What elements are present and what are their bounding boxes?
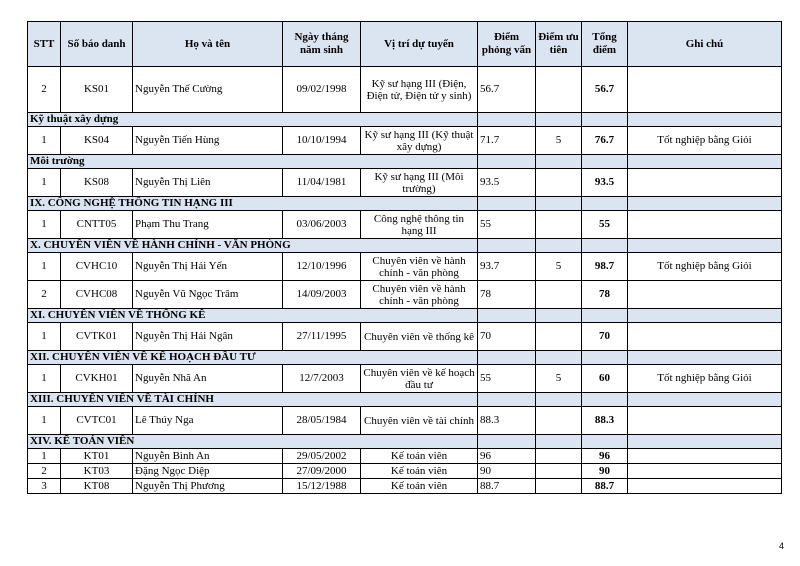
results-table — [27, 21, 782, 494]
header-priority: Điểm ưu tiên — [536, 22, 582, 67]
cell-interview: 96 — [478, 449, 536, 464]
cell-position: Chuyên viên về kế hoạch đầu tư — [361, 365, 478, 393]
header-stt: STT — [28, 22, 61, 67]
cell-note — [628, 479, 782, 494]
cell-total: 88.3 — [582, 407, 628, 435]
cell-priority: 5 — [536, 127, 582, 155]
cell-note: Tốt nghiệp bằng Giỏi — [628, 253, 782, 281]
cell-name: Nguyễn Thế Cường — [133, 67, 283, 113]
cell-position: Kỹ sư hạng III (Kỹ thuật xây dựng) — [361, 127, 478, 155]
cell-name: Phạm Thu Trang — [133, 211, 283, 239]
cell-priority — [536, 323, 582, 351]
cell-name: Nguyễn Thị Phương — [133, 479, 283, 494]
cell-position: Chuyên viên về thống kê — [361, 323, 478, 351]
section-row — [28, 239, 782, 253]
cell-stt: 1 — [28, 127, 61, 155]
section-title: XII. CHUYÊN VIÊN VỀ KẾ HOẠCH ĐẦU TƯ — [28, 351, 478, 365]
cell-note: Tốt nghiệp bằng Giỏi — [628, 127, 782, 155]
cell-note — [628, 323, 782, 351]
cell-stt: 1 — [28, 365, 61, 393]
table-row — [28, 407, 782, 435]
cell-interview: 55 — [478, 211, 536, 239]
header-row — [28, 22, 782, 67]
cell-priority: 5 — [536, 365, 582, 393]
cell-note — [628, 67, 782, 113]
cell-sbd: KT01 — [61, 449, 133, 464]
table-row — [28, 464, 782, 479]
section-row — [28, 309, 782, 323]
cell-interview: 88.7 — [478, 479, 536, 494]
cell-sbd: CVHC08 — [61, 281, 133, 309]
cell-stt: 1 — [28, 253, 61, 281]
cell-name: Nguyễn Thị Liên — [133, 169, 283, 197]
header-sbd: Số báo danh — [61, 22, 133, 67]
cell-interview: 71.7 — [478, 127, 536, 155]
cell-priority — [536, 479, 582, 494]
cell-total: 98.7 — [582, 253, 628, 281]
cell-position: Chuyên viên về hành chính - văn phòng — [361, 253, 478, 281]
cell-stt: 1 — [28, 407, 61, 435]
cell-stt: 2 — [28, 67, 61, 113]
cell-note — [628, 449, 782, 464]
section-row — [28, 155, 782, 169]
cell-priority — [536, 449, 582, 464]
section-row — [28, 197, 782, 211]
table-row — [28, 253, 782, 281]
cell-sbd: CVTC01 — [61, 407, 133, 435]
cell-dob: 12/10/1996 — [283, 253, 361, 281]
section-title: X. CHUYÊN VIÊN VỀ HÀNH CHÍNH - VĂN PHÒNG — [28, 239, 478, 253]
cell-interview: 88.3 — [478, 407, 536, 435]
cell-name: Nguyễn Vũ Ngọc Trâm — [133, 281, 283, 309]
cell-name: Nguyễn Thị Hải Yến — [133, 253, 283, 281]
cell-sbd: KS08 — [61, 169, 133, 197]
cell-position: Công nghệ thông tin hạng III — [361, 211, 478, 239]
cell-total: 76.7 — [582, 127, 628, 155]
cell-priority — [536, 464, 582, 479]
cell-dob: 03/06/2003 — [283, 211, 361, 239]
cell-sbd: CVTK01 — [61, 323, 133, 351]
cell-stt: 2 — [28, 464, 61, 479]
cell-total: 70 — [582, 323, 628, 351]
header-position: Vị trí dự tuyển — [361, 22, 478, 67]
cell-priority — [536, 211, 582, 239]
cell-sbd: CVHC10 — [61, 253, 133, 281]
section-title: Môi trường — [28, 155, 478, 169]
cell-interview: 55 — [478, 365, 536, 393]
table-row — [28, 67, 782, 113]
cell-name: Lê Thúy Nga — [133, 407, 283, 435]
cell-sbd: KS01 — [61, 67, 133, 113]
section-title: XIII. CHUYÊN VIÊN VỀ TÀI CHÍNH — [28, 393, 478, 407]
table-row — [28, 479, 782, 494]
cell-dob: 28/05/1984 — [283, 407, 361, 435]
cell-interview: 70 — [478, 323, 536, 351]
cell-priority — [536, 169, 582, 197]
cell-position: Chuyên viên về tài chính — [361, 407, 478, 435]
cell-interview: 93.7 — [478, 253, 536, 281]
cell-total: 96 — [582, 449, 628, 464]
cell-position: Kế toán viên — [361, 464, 478, 479]
section-row — [28, 435, 782, 449]
cell-priority — [536, 281, 582, 309]
table-row — [28, 211, 782, 239]
cell-note — [628, 407, 782, 435]
cell-sbd: KT08 — [61, 479, 133, 494]
cell-note — [628, 169, 782, 197]
cell-name: Nguyễn Nhã An — [133, 365, 283, 393]
cell-dob: 27/09/2000 — [283, 464, 361, 479]
header-interview: Điểm phỏng vấn — [478, 22, 536, 67]
header-dob: Ngày tháng năm sinh — [283, 22, 361, 67]
cell-dob: 29/05/2002 — [283, 449, 361, 464]
cell-name: Nguyễn Thị Hải Ngân — [133, 323, 283, 351]
header-total: Tổng điểm — [582, 22, 628, 67]
cell-stt: 3 — [28, 479, 61, 494]
cell-dob: 27/11/1995 — [283, 323, 361, 351]
cell-dob: 12/7/2003 — [283, 365, 361, 393]
section-title: XI. CHUYÊN VIÊN VỀ THỐNG KÊ — [28, 309, 478, 323]
cell-interview: 56.7 — [478, 67, 536, 113]
cell-interview: 93.5 — [478, 169, 536, 197]
table-row — [28, 449, 782, 464]
cell-total: 78 — [582, 281, 628, 309]
header-note: Ghi chú — [628, 22, 782, 67]
cell-dob: 15/12/1988 — [283, 479, 361, 494]
cell-priority — [536, 67, 582, 113]
table-row — [28, 323, 782, 351]
table-row — [28, 127, 782, 155]
cell-sbd: CNTT05 — [61, 211, 133, 239]
cell-total: 56.7 — [582, 67, 628, 113]
cell-stt: 1 — [28, 211, 61, 239]
cell-interview: 78 — [478, 281, 536, 309]
cell-stt: 1 — [28, 449, 61, 464]
cell-position: Kỹ sư hạng III (Môi trường) — [361, 169, 478, 197]
cell-note — [628, 464, 782, 479]
cell-position: Chuyên viên về hành chính - văn phòng — [361, 281, 478, 309]
cell-stt: 2 — [28, 281, 61, 309]
section-title: Kỹ thuật xây dựng — [28, 113, 478, 127]
cell-total: 60 — [582, 365, 628, 393]
cell-stt: 1 — [28, 323, 61, 351]
cell-priority — [536, 407, 582, 435]
section-row — [28, 113, 782, 127]
section-title: IX. CÔNG NGHỆ THÔNG TIN HẠNG III — [28, 197, 478, 211]
cell-dob: 09/02/1998 — [283, 67, 361, 113]
header-name: Họ và tên — [133, 22, 283, 67]
cell-dob: 11/04/1981 — [283, 169, 361, 197]
cell-note — [628, 211, 782, 239]
section-row — [28, 393, 782, 407]
cell-name: Nguyễn Tiến Hùng — [133, 127, 283, 155]
cell-interview: 90 — [478, 464, 536, 479]
cell-note — [628, 281, 782, 309]
table-row — [28, 281, 782, 309]
cell-total: 90 — [582, 464, 628, 479]
cell-sbd: KT03 — [61, 464, 133, 479]
page-number: 4 — [778, 541, 784, 551]
cell-dob: 10/10/1994 — [283, 127, 361, 155]
cell-position: Kế toán viên — [361, 449, 478, 464]
cell-name: Đặng Ngọc Diệp — [133, 464, 283, 479]
section-row — [28, 351, 782, 365]
cell-name: Nguyễn Bình An — [133, 449, 283, 464]
cell-note: Tốt nghiệp bằng Giỏi — [628, 365, 782, 393]
cell-sbd: CVKH01 — [61, 365, 133, 393]
cell-stt: 1 — [28, 169, 61, 197]
cell-total: 93.5 — [582, 169, 628, 197]
cell-priority: 5 — [536, 253, 582, 281]
cell-position: Kỹ sư hạng III (Điện, Điện tử, Điện tử y sinh) — [361, 67, 478, 113]
cell-total: 88.7 — [582, 479, 628, 494]
table-row — [28, 365, 782, 393]
cell-total: 55 — [582, 211, 628, 239]
section-title: XIV. KẾ TOÁN VIÊN — [28, 435, 478, 449]
table-row — [28, 169, 782, 197]
cell-dob: 14/09/2003 — [283, 281, 361, 309]
cell-sbd: KS04 — [61, 127, 133, 155]
cell-position: Kế toán viên — [361, 479, 478, 494]
